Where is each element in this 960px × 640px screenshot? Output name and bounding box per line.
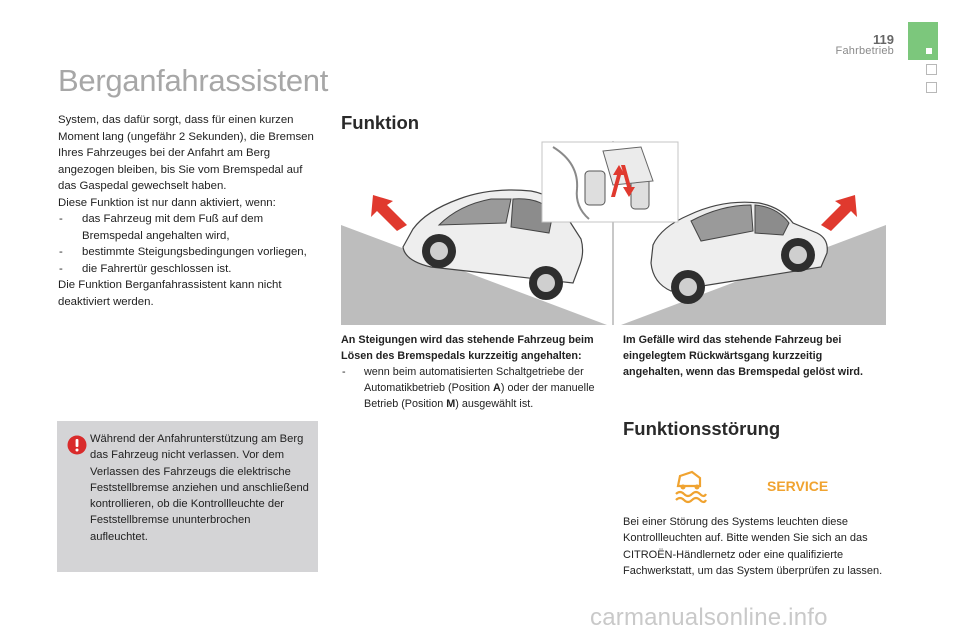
arrow-down-slope-icon (821, 195, 857, 231)
condition-list (58, 211, 320, 277)
downhill-description (623, 332, 885, 380)
list-item: - das Fahrzeug mit dem Fuß auf dem Bremspedal angehalten wird, (58, 211, 320, 244)
pedal-inset (542, 142, 678, 222)
warning-box (57, 421, 318, 572)
list-item: - bestimmte Steigungsbedingungen vorliegen, (58, 244, 320, 261)
uphill-description (341, 332, 603, 412)
page-number: 119 (873, 32, 894, 47)
uphill-item-text: ) ausgewählt ist. (455, 398, 534, 410)
service-lamp-label: SERVICE (767, 478, 829, 494)
hill-assist-illustration (341, 141, 886, 327)
section-name: Fahrbetrieb (835, 45, 894, 57)
chapter-tab[interactable] (926, 82, 937, 93)
condition-lead: Diese Funktion ist nur dann aktiviert, wenn: (58, 196, 276, 209)
warning-text: Während der Anfahrunterstützung am Berg das Fahrzeug nicht verlassen. Vor dem Verlassen des Fahrzeugs die elektrische Feststellbremse anziehen und anschließend kontrollieren, ob die Kontrollleuchte der Feststellbremse ununterbrochen aufleuchtet. (90, 433, 309, 543)
intro-text (58, 112, 320, 310)
uphill-item-text: wenn beim automatisierten Schaltgetriebe der Automatikbetrieb (Position (364, 366, 584, 394)
uphill-lead: An Steigungen wird das stehende Fahrzeug beim Lösen des Bremspedals kurzzeitig angehalten: (341, 334, 594, 362)
fault-text: Bei einer Störung des Systems leuchten diese Kontrollleuchten auf. Bitte wenden Sie sich an das CITROËN-Händlernetz oder eine qualifizierte Fachwerkstatt, um das System überprüfen zu lassen. (623, 516, 883, 577)
closing-paragraph: Die Funktion Berganfahrassistent kann nicht deaktiviert werden. (58, 279, 282, 308)
chapter-tab[interactable] (926, 64, 937, 75)
page-title: Berganfahrassistent (58, 63, 329, 98)
uphill-list (341, 364, 603, 412)
list-item: - die Fahrertür geschlossen ist. (58, 261, 320, 278)
tab-marker (926, 48, 932, 54)
list-item (341, 364, 603, 412)
function-heading: Funktion (341, 112, 420, 133)
watermark: carmanualsonline.info (590, 604, 828, 631)
warning-exclamation-icon (67, 435, 87, 455)
position-m-label: M (446, 398, 456, 410)
chapter-tab-active[interactable] (908, 22, 938, 60)
position-a-label: A (493, 382, 501, 394)
downhill-lead: Im Gefälle wird das stehende Fahrzeug bei eingelegtem Rückwärtsgang kurzzeitig angehalten, wenn das Bremspedal gelöst wird. (623, 334, 863, 378)
fault-heading: Funktionsstörung (623, 418, 781, 439)
arrow-up-slope-icon (371, 195, 407, 231)
fault-warning-lamps (670, 468, 830, 504)
uphill-item-text: ) oder der manuelle Betrieb (Position (364, 382, 595, 410)
intro-paragraph: System, das dafür sorgt, dass für einen kurzen Moment lang (ungefähr 2 Sekunden), die Bremsen Ihres Fahrzeuges bei der Anfahrt am Berg angezogen bleiben, bis Sie vom Bremspedal auf das Gaspedal gewechselt haben. (58, 114, 314, 192)
hill-assist-warning-lamp-icon (676, 472, 706, 502)
